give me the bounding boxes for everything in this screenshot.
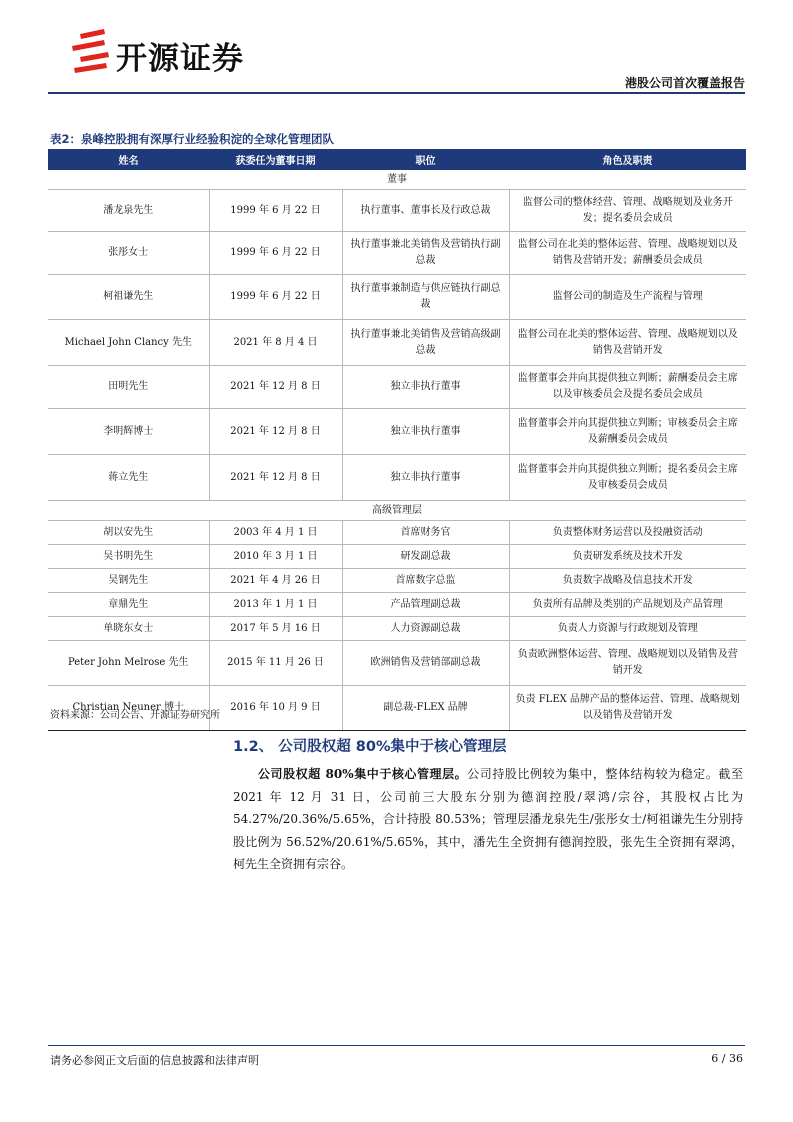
cell-position: 人力资源副总裁 xyxy=(342,617,509,641)
cell-name: Peter John Melrose 先生 xyxy=(48,641,209,686)
cell-name: Christian Neuner 博士 xyxy=(48,686,209,731)
cell-position: 研发副总裁 xyxy=(342,545,509,569)
cell-date: 1999 年 6 月 22 日 xyxy=(209,232,342,275)
paragraph-lead: 公司股权超 80%集中于核心管理层。 xyxy=(258,767,468,781)
cell-role: 监督公司在北美的整体运营、管理、战略规划以及销售及营销开发 xyxy=(509,320,746,366)
cell-role: 负责整体财务运营以及投融资活动 xyxy=(509,521,746,545)
section-label-directors: 董事 xyxy=(48,170,746,190)
column-header-role: 角色及职责 xyxy=(509,149,746,170)
cell-role: 监督公司的制造及生产流程与管理 xyxy=(509,275,746,320)
cell-role: 负责所有品牌及类别的产品规划及产品管理 xyxy=(509,593,746,617)
cell-position: 执行董事兼制造与供应链执行副总裁 xyxy=(342,275,509,320)
cell-date: 1999 年 6 月 22 日 xyxy=(209,190,342,232)
cell-date: 2017 年 5 月 16 日 xyxy=(209,617,342,641)
cell-date: 2013 年 1 月 1 日 xyxy=(209,593,342,617)
cell-position: 执行董事兼北美销售及营销高级副总裁 xyxy=(342,320,509,366)
column-header-date: 获委任为董事日期 xyxy=(209,149,342,170)
cell-role: 负责 FLEX 品牌产品的整体运营、管理、战略规划以及销售及营销开发 xyxy=(509,686,746,731)
cell-date: 2021 年 8 月 4 日 xyxy=(209,320,342,366)
cell-name: 田明先生 xyxy=(48,366,209,409)
footer-disclaimer: 请务必参阅正文后面的信息披露和法律声明 xyxy=(50,1054,259,1067)
cell-position: 独立非执行董事 xyxy=(342,366,509,409)
column-header-position: 职位 xyxy=(342,149,509,170)
table-title: 表2：泉峰控股拥有深厚行业经验积淀的全球化管理团队 xyxy=(50,132,334,146)
cell-name: 单晓东女士 xyxy=(48,617,209,641)
cell-date: 2003 年 4 月 1 日 xyxy=(209,521,342,545)
cell-position: 首席数字总监 xyxy=(342,569,509,593)
table-row xyxy=(48,641,746,686)
table-row xyxy=(48,275,746,320)
section-label-management: 高级管理层 xyxy=(48,501,746,521)
report-type-label: 港股公司首次覆盖报告 xyxy=(624,76,745,90)
cell-name: 胡以安先生 xyxy=(48,521,209,545)
table-row xyxy=(48,593,746,617)
footer-divider xyxy=(48,1045,745,1046)
cell-name: 柯祖谦先生 xyxy=(48,275,209,320)
cell-role: 监督董事会并向其提供独立判断；提名委员会主席及审核委员会成员 xyxy=(509,455,746,501)
body-paragraph xyxy=(233,763,743,876)
cell-name: Michael John Clancy 先生 xyxy=(48,320,209,366)
table-row xyxy=(48,366,746,409)
table-row xyxy=(48,617,746,641)
management-team-table xyxy=(48,149,746,731)
brand-name: 开源证券 xyxy=(116,41,244,77)
cell-position: 副总裁-FLEX 品牌 xyxy=(342,686,509,731)
page-number: 6 / 36 xyxy=(711,1052,743,1065)
cell-role: 负责研发系统及技术开发 xyxy=(509,545,746,569)
cell-position: 首席财务官 xyxy=(342,521,509,545)
cell-name: 章鼎先生 xyxy=(48,593,209,617)
cell-date: 2010 年 3 月 1 日 xyxy=(209,545,342,569)
table-source-note: 资料来源：公司公告、开源证券研究所 xyxy=(50,710,220,721)
table-row xyxy=(48,320,746,366)
table-header-row xyxy=(48,149,746,170)
cell-name: 蒋立先生 xyxy=(48,455,209,501)
table-row xyxy=(48,545,746,569)
cell-date: 2015 年 11 月 26 日 xyxy=(209,641,342,686)
table-row xyxy=(48,569,746,593)
section-row-management xyxy=(48,501,746,521)
cell-role: 负责数字战略及信息技术开发 xyxy=(509,569,746,593)
cell-position: 欧洲销售及营销部副总裁 xyxy=(342,641,509,686)
cell-date: 2021 年 12 月 8 日 xyxy=(209,366,342,409)
cell-name: 李明辉博士 xyxy=(48,409,209,455)
cell-position: 执行董事兼北美销售及营销执行副总裁 xyxy=(342,232,509,275)
cell-role: 负责欧洲整体运营、管理、战略规划以及销售及营销开发 xyxy=(509,641,746,686)
header-divider xyxy=(48,92,745,94)
cell-name: 吴书明先生 xyxy=(48,545,209,569)
cell-role: 负责人力资源与行政规划及管理 xyxy=(509,617,746,641)
table-row xyxy=(48,409,746,455)
section-row-directors xyxy=(48,170,746,190)
section-heading: 1.2、 公司股权超 80%集中于核心管理层 xyxy=(233,739,507,755)
cell-date: 2016 年 10 月 9 日 xyxy=(209,686,342,731)
cell-role: 监督公司的整体经营、管理、战略规划及业务开发；提名委员会成员 xyxy=(509,190,746,232)
cell-name: 张彤女士 xyxy=(48,232,209,275)
table-row xyxy=(48,190,746,232)
table-row xyxy=(48,455,746,501)
cell-position: 独立非执行董事 xyxy=(342,409,509,455)
cell-name: 潘龙泉先生 xyxy=(48,190,209,232)
cell-role: 监督董事会并向其提供独立判断；薪酬委员会主席以及审核委员会及提名委员会成员 xyxy=(509,366,746,409)
paragraph-text: 公司持股比例较为集中，整体结构较为稳定。截至 2021 年 12 月 31 日，公司前三大股东分别为德润控股/翠鸿/宗谷，其股权占比为 54.27%/20.36%/5.65%，合计持股 80.53%；管理层潘龙泉先生/张彤女士/柯祖谦先生分别持股比例为 56.52%/20.61%/5.65%，其中，潘先生全资拥有德润控股，张先生全资拥有翠鸿，柯先生全资拥有宗谷。 xyxy=(233,767,743,871)
cell-date: 2021 年 4 月 26 日 xyxy=(209,569,342,593)
cell-role: 监督公司在北美的整体运营、管理、战略规划以及销售及营销开发；薪酬委员会成员 xyxy=(509,232,746,275)
cell-position: 独立非执行董事 xyxy=(342,455,509,501)
cell-date: 1999 年 6 月 22 日 xyxy=(209,275,342,320)
table-row xyxy=(48,521,746,545)
cell-position: 执行董事、董事长及行政总裁 xyxy=(342,190,509,232)
cell-date: 2021 年 12 月 8 日 xyxy=(209,409,342,455)
table-row xyxy=(48,232,746,275)
cell-role: 监督董事会并向其提供独立判断；审核委员会主席及薪酬委员会成员 xyxy=(509,409,746,455)
cell-date: 2021 年 12 月 8 日 xyxy=(209,455,342,501)
cell-position: 产品管理副总裁 xyxy=(342,593,509,617)
cell-name: 吴钢先生 xyxy=(48,569,209,593)
column-header-name: 姓名 xyxy=(48,149,209,170)
